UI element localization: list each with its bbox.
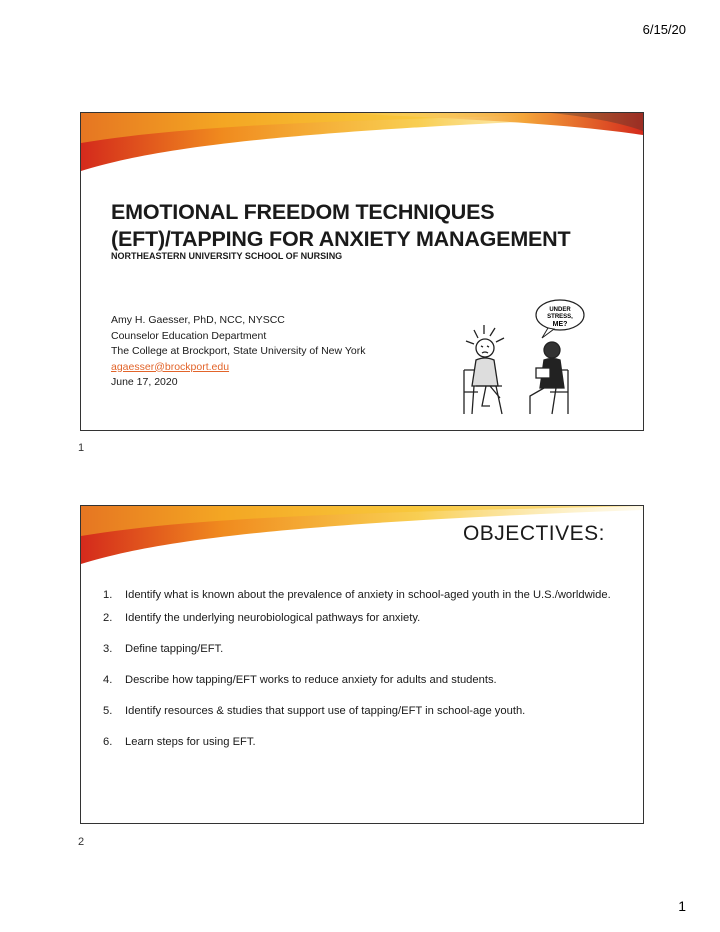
slide-subtitle: NORTHEASTERN UNIVERSITY SCHOOL OF NURSING bbox=[111, 251, 343, 261]
objective-item bbox=[103, 735, 633, 750]
bubble-line-1: UNDER bbox=[549, 307, 571, 313]
objective-number: 2. bbox=[103, 612, 113, 624]
objective-number: 6. bbox=[103, 736, 113, 748]
objective-number: 1. bbox=[103, 589, 113, 601]
slide-title: OBJECTIVES: bbox=[462, 522, 605, 545]
objective-number: 3. bbox=[103, 643, 113, 655]
slide-number-1: 1 bbox=[78, 442, 85, 454]
stress-cartoon-image bbox=[456, 298, 591, 423]
objective-item bbox=[103, 642, 633, 657]
title-line-2: (EFT)/TAPPING FOR ANXIETY MANAGEMENT bbox=[111, 227, 571, 251]
objective-number: 4. bbox=[103, 674, 113, 686]
slide-2 bbox=[80, 505, 644, 824]
objective-item bbox=[103, 588, 633, 603]
objective-text: Define tapping/EFT. bbox=[125, 643, 224, 655]
author-block bbox=[111, 313, 365, 391]
slide-title bbox=[111, 199, 570, 253]
author-name: Amy H. Gaesser, PhD, NCC, NYSCC bbox=[111, 314, 285, 326]
objective-text: Describe how tapping/EFT works to reduce anxiety for adults and students. bbox=[125, 674, 497, 686]
page-number: 1 bbox=[678, 898, 686, 914]
swoosh-decoration bbox=[81, 113, 643, 173]
department: Counselor Education Department bbox=[111, 329, 267, 342]
handout-date: 6/15/20 bbox=[642, 22, 686, 37]
slide-1 bbox=[80, 112, 644, 431]
objective-item bbox=[103, 704, 633, 719]
objectives-list bbox=[103, 588, 633, 766]
slide-number-2: 2 bbox=[78, 836, 85, 848]
presentation-date: June 17, 2020 bbox=[111, 376, 178, 388]
objective-text: Identify the underlying neurobiological pathways for anxiety. bbox=[125, 612, 421, 624]
bubble-line-2: STRESS, bbox=[547, 314, 573, 320]
email-link[interactable]: agaesser@brockport.edu bbox=[111, 360, 230, 373]
objective-text: Identify resources & studies that support use of tapping/EFT in school-age youth. bbox=[125, 705, 526, 717]
objective-item bbox=[103, 611, 633, 626]
objective-number: 5. bbox=[103, 705, 113, 717]
title-line-1: EMOTIONAL FREEDOM TECHNIQUES bbox=[111, 200, 495, 224]
institution: The College at Brockport, State University of New York bbox=[111, 345, 366, 357]
objective-text: Learn steps for using EFT. bbox=[125, 736, 256, 748]
objective-text: Identify what is known about the prevalence of anxiety in school-aged youth in the U.S./worldwide. bbox=[125, 589, 611, 601]
bubble-line-3: ME? bbox=[552, 321, 568, 328]
objective-item bbox=[103, 673, 633, 688]
